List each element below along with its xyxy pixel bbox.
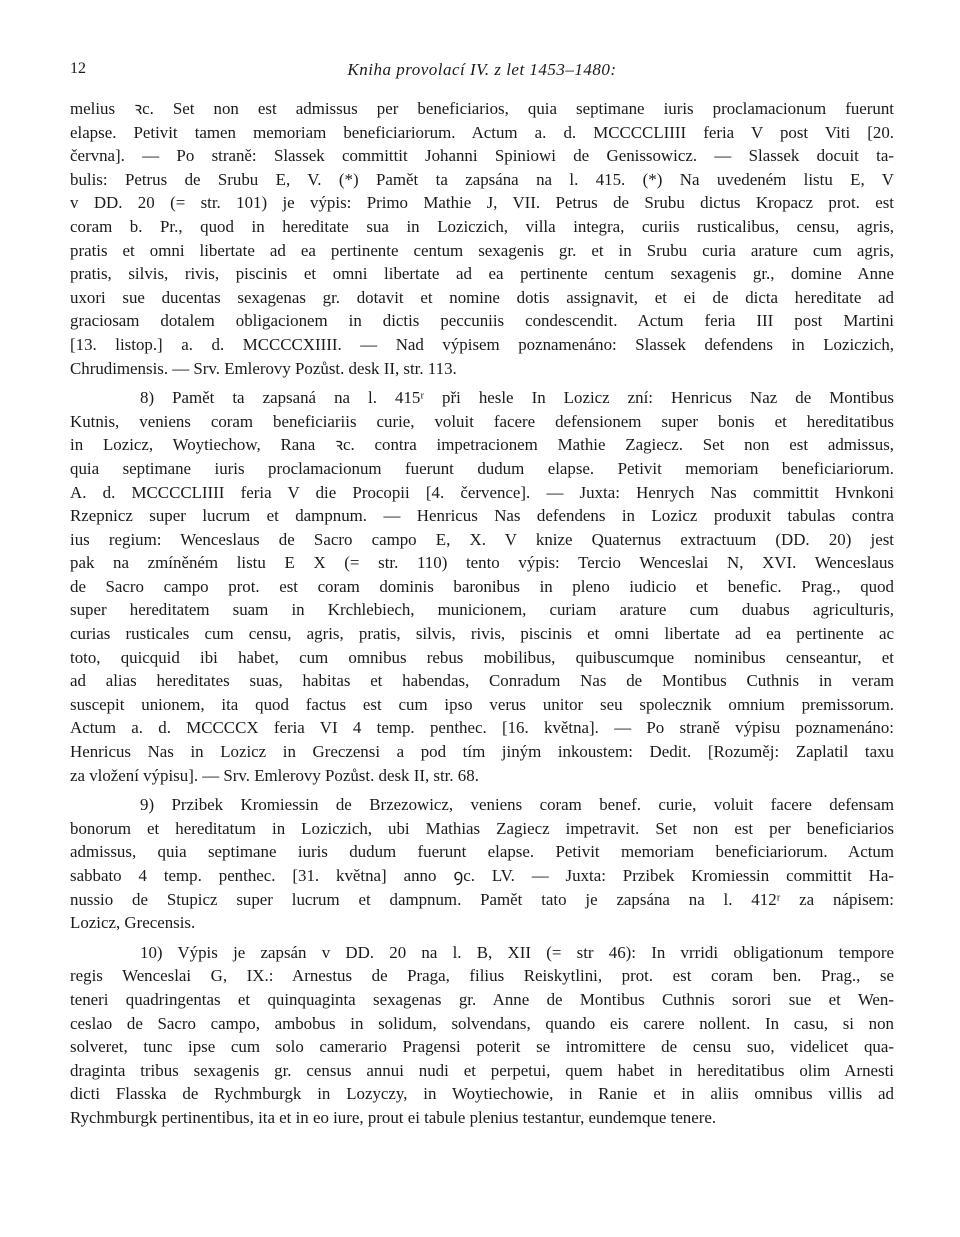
text-line: Lozicz, Grecensis. [70,913,196,933]
text-line: ad alias hereditates suas, habitas et habendas, Conradum Nas de Montibus Cuthnis in veram [70,671,894,691]
text-line: suscepit unionem, ita quod factus est cum ipso verus unitor seu spolecznik omnium premissorum. [70,694,894,714]
text-line: toto, quicquid ibi habet, cum omnibus rebus mobilibus, quibuscumque nominibus censeantur, et [70,647,894,667]
text-line: Chrudimensis. — Srv. Emlerovy Pozůst. desk II, str. 113. [70,358,457,378]
text-line: elapse. Petivit tamen memoriam beneficiariorum. Actum a. d. MCCCCLIIII feria V post Viti [20. [70,122,894,142]
text-line: Henricus Nas in Lozicz in Greczensi a pod tím jiným inkoustem: Dedit. [Rozuměj: Zaplatil taxu [70,742,894,762]
page-header [70,60,894,84]
text-line: Rzepnicz super lucrum et dampnum. — Henricus Nas defendens in Lozicz produxit tabulas contra [70,506,894,526]
text-line: sabbato 4 temp. penthec. [31. května] anno ꝯc. LV. — Juxta: Przibek Kromiessin committit Ha- [70,866,894,885]
text-line: pak na zmíněném listu E X (= str. 110) tento výpis: Tercio Wenceslai N, XVI. Wenceslaus [70,553,894,573]
text-line: solveret, tunc ipse cum solo camerario Pragensi poterit se intromittere de censu suo, videlicet qua- [70,1037,894,1057]
text-line: bulis: Petrus de Srubu E, V. (*) Pamět ta zapsána na l. 415. (*) Na uvedeném listu E, V [70,169,894,189]
text-line: regis Wenceslai G, IX.: Arnestus de Praga, filius Reiskytlini, prot. est coram ben. Prag., se [70,966,894,986]
text-line: admissus, quia septimane iuris dudum fuerunt elapse. Petivit memoriam beneficiariorum. Actum [70,842,894,862]
text-line: června]. — Po straně: Slassek committit Johanni Spiniowi de Genissowicz. — Slassek docuit ta- [70,146,894,166]
paragraph-main [70,97,894,380]
text-line: v DD. 20 (= str. 101) je výpis: Primo Mathie J, VII. Petrus de Srubu dictus Kropacz prot. est [70,193,894,213]
text-line: curias rusticales cum censu, agris, pratis, silvis, rivis, piscinis et omni libertate ad ea pertinente ac [70,624,894,644]
text-line: ceslao de Sacro campo, ambobus in solidum, solvendans, quando eis carere nollent. In casu, si non [70,1013,894,1033]
text-line: bonorum et hereditatum in Loziczich, ubi Mathias Zagiecz impetravit. Set non est per beneficiarios [70,818,894,838]
text-line: quia septimane iuris proclamacionum fuerunt dudum elapse. Petivit memoriam beneficiariorum. [70,458,894,478]
text-line: 9) Przibek Kromiessin de Brzezowicz, veniens coram benef. curie, voluit facere defensam [140,795,894,815]
text-line: dicti Flasska de Rychmburgk in Lozyczy, in Woytiechowie, in Ranie et in aliis omnibus villis ad [70,1084,894,1104]
text-line: ius regium: Wenceslaus de Sacro campo E, X. V knize Quaternus extractuum (DD. 20) jest [70,529,894,549]
text-line: melius ꝛc. Set non est admissus per beneficiarios, quia septimane iuris proclamacionum fuerunt [70,99,894,118]
text-line: teneri quadringentas et quinquaginta sexagenas gr. Anne de Montibus Cuthnis sorori sue et Wen- [70,989,894,1009]
page-number: 12 [70,60,86,77]
text-line: za vložení výpisu]. — Srv. Emlerovy Pozůst. desk II, str. 68. [70,765,479,785]
text-line: nussio de Stupicz super lucrum et dampnum. Pamět tato je zapsána na l. 412ʳ za nápisem: [70,889,894,909]
text-line: A. d. MCCCCLIIII feria V die Procopii [4. července]. — Juxta: Henrych Nas committit Hvnkoni [70,482,894,502]
text-line: Kutnis, veniens coram beneficiariis curie, voluit facere defensionem super bonis et hereditatibus [70,411,894,431]
footnote-8 [70,386,894,787]
text-line: pratis, silvis, rivis, piscinis et omni libertate ad ea pertinente centum sexagenis gr., domine Anne [70,264,894,284]
text-line: Rychmburgk pertinentibus, ita et in eo iure, prout ei tabule plenius testantur, eundemque tenere. [70,1107,717,1127]
text-line: [13. listop.] a. d. MCCCCXIIII. — Nad výpisem poznamenáno: Slassek defendens in Loziczich, [70,334,894,354]
text-line: de Sacro campo prot. est coram dominis baronibus in pleno iudicio et benefic. Prag., quod [70,576,894,596]
text-line: coram b. Pr., quod in hereditate sua in Loziczich, villa integra, curiis rusticalibus, censu, agris, [70,216,894,236]
text-line: Actum a. d. MCCCCX feria VI 4 temp. penthec. [16. května]. — Po straně výpisu poznamenáno: [70,718,894,738]
text-line: pratis et omni libertate ad ea pertinente centum sexagenis gr. et in Srubu curia arature cum agris, [70,240,894,260]
text-line: draginta tribus sexagenis gr. census annui nudi et perpetui, quem habet in hereditatibus olim Arnesti [70,1060,894,1080]
text-line: in Lozicz, Woytiechow, Rana ꝛc. contra impetracionem Mathie Zagiecz. Set non est admissus, [70,435,894,455]
footnote-10 [70,941,894,1130]
footnote-9 [70,793,894,935]
text-line: 8) Pamět ta zapsaná na l. 415ʳ při hesle In Lozicz zní: Henricus Naz de Montibus [140,388,894,408]
text-line: uxori sue ducentas sexagenas gr. dotavit et nomine dotis assignavit, et ei de dicta hereditate ad [70,287,894,307]
page-body [70,97,894,1130]
text-line: super hereditatem suam in Krchlebiech, municionem, curiam arature cum duabus agriculturis, [70,600,894,620]
running-title: Kniha provolací IV. z let 1453–1480: [347,60,617,79]
text-line: 10) Výpis je zapsán v DD. 20 na l. B, XII (= str 46): In vrridi obligationum tempore [140,942,894,962]
text-line: graciosam dotalem obligacionem in dictis peccuniis condescendit. Actum feria III post Martini [70,311,894,331]
